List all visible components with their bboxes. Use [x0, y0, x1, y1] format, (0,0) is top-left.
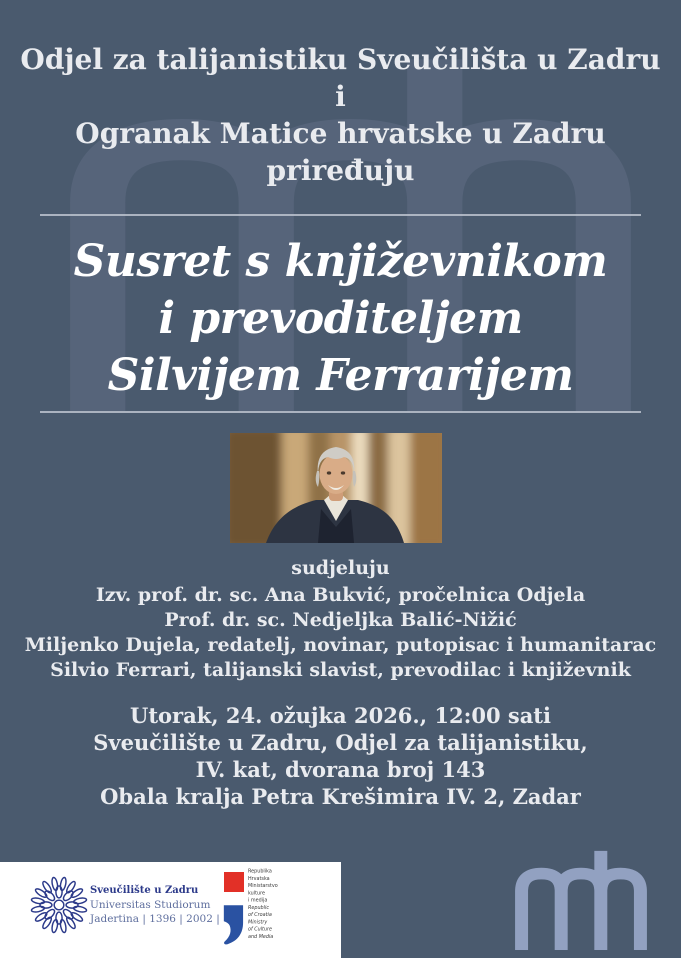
university-founding-years: Jadertina | 1396 | 2002 | [90, 913, 220, 925]
university-of-zadar-logo-icon [30, 875, 88, 935]
event-location: Sveučilište u Zadru, Odjel za talijanistiku, [93, 730, 588, 755]
ministry-line-en: Republic [248, 904, 269, 911]
divider-bottom [40, 411, 641, 413]
ministry-line: i medija [248, 897, 268, 904]
event-title [0, 233, 681, 404]
ministry-line: Hrvatska [248, 875, 270, 882]
organizer-line: priređuju [266, 154, 415, 187]
participant-line: Prof. dr. sc. Nedjeljka Balić-Nižić [164, 609, 517, 631]
organizers-block [0, 41, 681, 189]
event-address: Obala kralja Petra Krešimira IV. 2, Zadar [100, 784, 581, 809]
ministry-line: Ministarstvo [248, 883, 278, 889]
university-name: Sveučilište u Zadru [90, 885, 199, 896]
event-datetime: Utorak, 24. ožujka 2026., 12:00 sati [130, 703, 551, 728]
title-line: Silvijem Ferrarijem [107, 350, 574, 401]
organizer-line: Odjel za talijanistiku Sveučilišta u Zadru [20, 43, 661, 76]
university-latin-name: Universitas Studiorum [90, 899, 211, 911]
participants-block [0, 556, 681, 683]
ministry-logo-text [248, 868, 278, 941]
ministry-line: kulture [248, 890, 265, 896]
title-line: Susret s književnikom [73, 236, 608, 287]
participant-line: Izv. prof. dr. sc. Ana Bukvić, pročelnica Odjela [95, 584, 586, 606]
organizer-line: i [335, 80, 346, 113]
participant-line: Miljenko Dujela, redatelj, novinar, putopisac i humanitarac [24, 634, 657, 656]
title-line: i prevoditeljem [158, 293, 523, 344]
ministry-line: Republika [248, 868, 272, 874]
event-details-block [0, 702, 681, 810]
divider-top [40, 214, 641, 216]
participant-line: Silvio Ferrari, talijanski slavist, prevodilac i književnik [50, 659, 631, 681]
ministry-logo-red-square-icon [224, 872, 244, 892]
event-room: IV. kat, dvorana broj 143 [195, 757, 486, 782]
ministry-logo-comma-icon [222, 903, 244, 946]
logos-panel [0, 862, 341, 958]
ministry-line-en: Ministry [248, 919, 268, 925]
matica-hrvatska-logo-icon [512, 846, 650, 950]
university-logo-text [90, 884, 220, 926]
participants-heading: sudjeluju [291, 557, 390, 579]
ministry-line-en: of Croatia [248, 912, 272, 918]
ministry-line-en: and Media [248, 934, 274, 940]
speaker-photo [230, 433, 442, 543]
organizer-line: Ogranak Matice hrvatske u Zadru [75, 117, 606, 150]
ministry-line-en: of Culture [248, 926, 273, 933]
